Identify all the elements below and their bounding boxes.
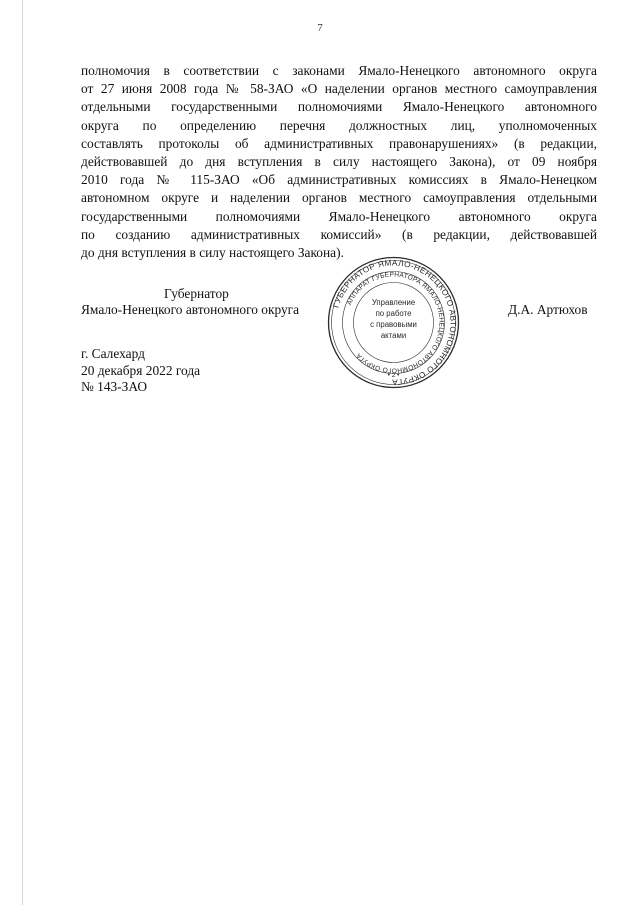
signature-organization: Ямало-Ненецкого автономного округа xyxy=(81,302,300,317)
signatory-name: Д.А. Артюхов xyxy=(508,302,588,317)
body-line: государственными полномочиями Ямало-Ненецкого автономного округа xyxy=(81,208,597,224)
seal-center-line: с правовыми xyxy=(370,320,417,329)
seal-center-line: актами xyxy=(380,331,407,340)
body-line: действовавшей до дня вступления в силу настоящего Закона), от 09 ноября xyxy=(81,154,597,170)
signature-title: Губернатор xyxy=(164,286,229,301)
body-line: по созданию административных комиссий» (в редакции, действовавшей xyxy=(81,226,597,242)
body-line: до дня вступления в силу настоящего Закона). xyxy=(81,245,344,261)
page-left-edge xyxy=(22,0,23,905)
signing-details xyxy=(81,346,200,396)
body-line: отдельными государственными полномочиями Ямало-Ненецкого автономного xyxy=(81,99,597,115)
seal-center-line: Управление xyxy=(371,298,416,307)
seal-number: • 2 • xyxy=(387,372,400,379)
body-line: полномочия в соответствии с законами Ямало-Ненецкого автономного округа xyxy=(81,63,597,78)
seal-outer-text: ГУБЕРНАТОР ЯМАЛО-НЕНЕЦКОГО АВТОНОМНОГО ОКРУГА xyxy=(331,258,458,387)
body-paragraph xyxy=(81,62,597,262)
official-seal xyxy=(326,255,461,390)
body-line: автономном округе и наделении органов местного самоуправления отдельными xyxy=(81,190,597,206)
body-line: округа по определению перечня должностных лиц, уполномоченных xyxy=(81,117,597,133)
body-line: 2010 года № 115-ЗАО «Об административных комиссиях в Ямало-Ненецком xyxy=(81,172,597,188)
seal-center-line: по работе xyxy=(375,309,412,318)
signing-place: г. Салехард xyxy=(81,346,145,361)
signing-date: 20 декабря 2022 года xyxy=(81,362,201,378)
seal-inner-text: АППАРАТ ГУБЕРНАТОРА ЯМАЛО-НЕНЕЦКОГО АВТОНОМНОГО ОКРУГА xyxy=(346,271,445,374)
body-line: от 27 июня 2008 года № 58-ЗАО «О наделении органов местного самоуправления xyxy=(81,81,597,97)
law-number: № 143-ЗАО xyxy=(81,379,148,394)
body-line: составлять протоколы об административных правонарушениях» (в редакции, xyxy=(81,135,597,151)
page-number: 7 xyxy=(317,22,323,34)
